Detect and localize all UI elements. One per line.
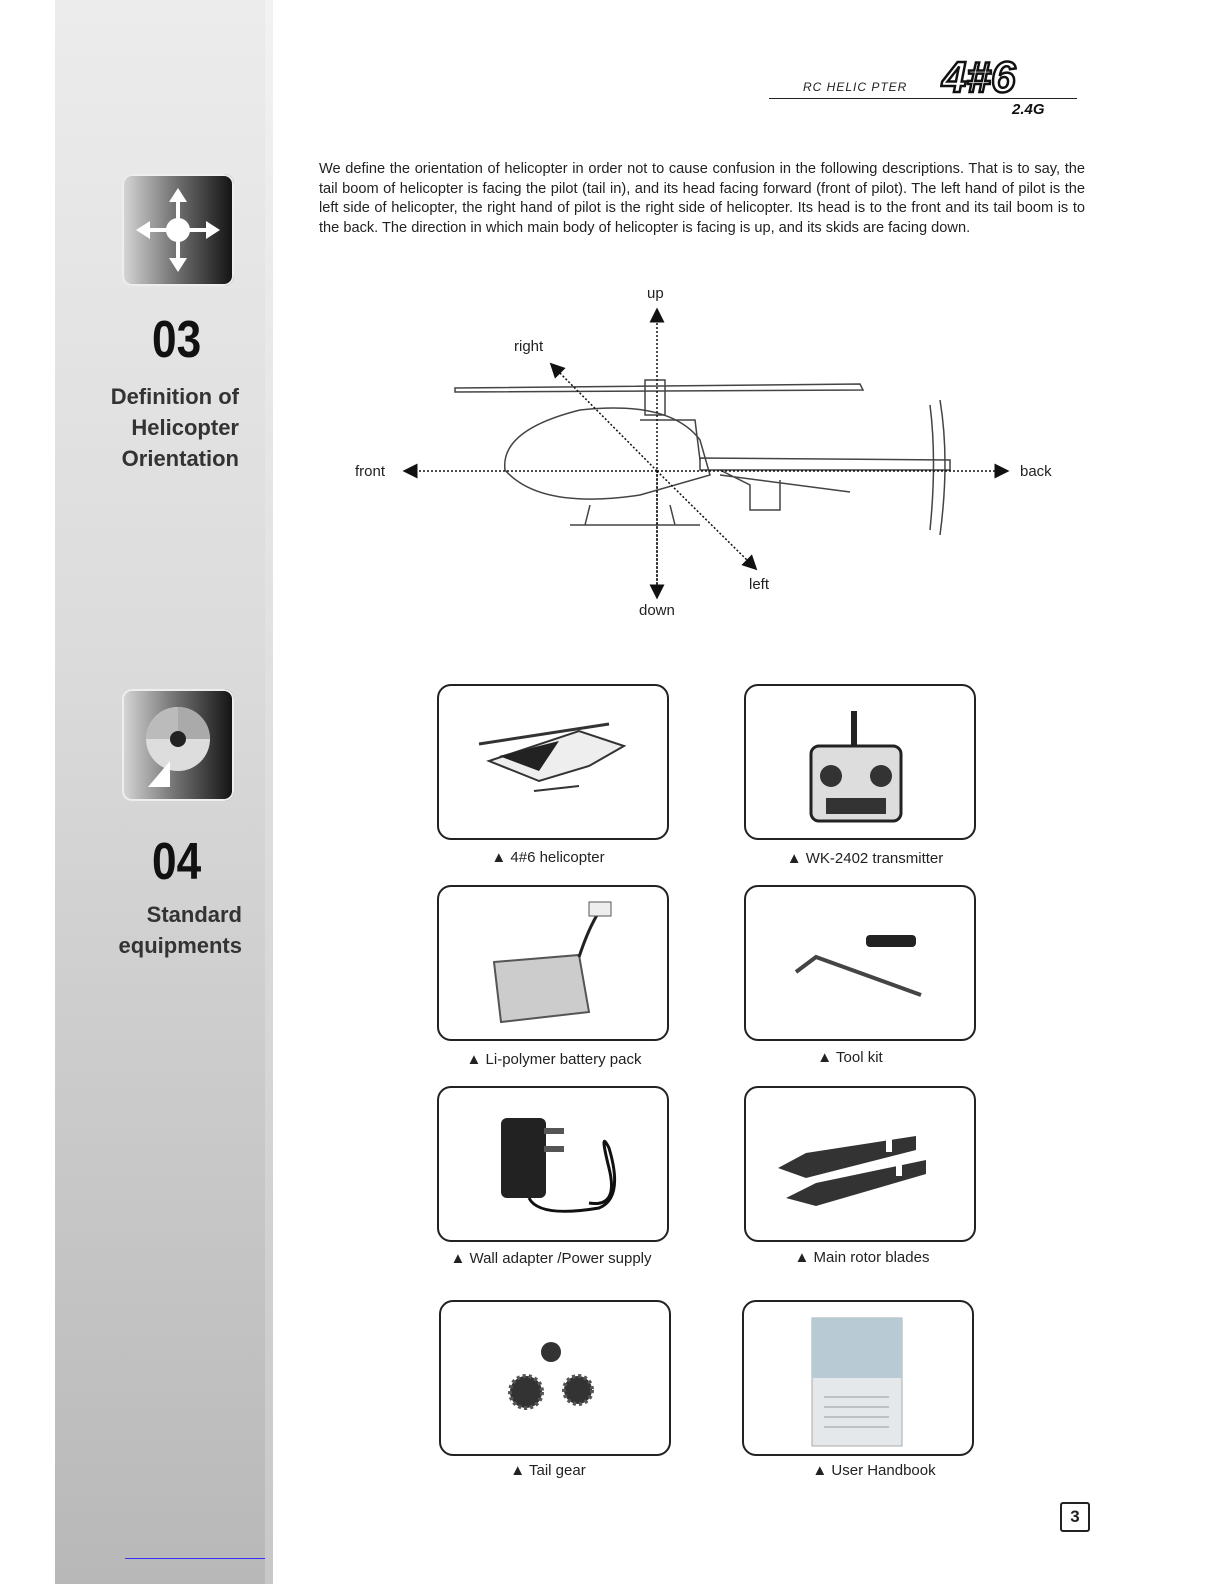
svg-text:2.4G: 2.4G [1012, 101, 1045, 118]
section-title [111, 381, 239, 474]
rotor-blades-image [744, 1086, 976, 1242]
equipment-caption: ▲ Tool kit [817, 1049, 883, 1066]
equipment-caption: ▲ WK-2402 transmitter [786, 850, 944, 867]
tail-gear-image [439, 1300, 671, 1456]
transmitter-image [744, 684, 976, 840]
disc-icon [122, 689, 234, 801]
equipment-caption: ▲ Li-polymer battery pack [466, 1051, 642, 1068]
label-right: right [514, 338, 544, 355]
section-title [119, 899, 242, 961]
brand-logo [940, 52, 1080, 123]
equipment-caption: ▲ User Handbook [812, 1462, 936, 1479]
label-left: left [749, 576, 770, 593]
svg-text:4#6: 4#6 [942, 53, 1016, 102]
helicopter-drawing [455, 380, 950, 535]
title-line: Orientation [121, 446, 239, 471]
label-back: back [1020, 463, 1052, 480]
section-number: 04 [152, 833, 202, 891]
title-line: Helicopter [131, 415, 239, 440]
page-number: 3 [1060, 1502, 1090, 1532]
header-text: RC HELIC PTER [803, 80, 908, 94]
link-underline[interactable] [125, 1558, 265, 1559]
orientation-arrows-icon [122, 174, 234, 286]
battery-image [437, 885, 669, 1041]
equipment-caption: ▲ 4#6 helicopter [491, 849, 605, 866]
equipment-caption: ▲ Wall adapter /Power supply [450, 1250, 652, 1267]
title-line: Standard [146, 902, 242, 927]
orientation-diagram [340, 280, 1060, 620]
label-up: up [647, 285, 664, 302]
title-line: equipments [118, 933, 242, 958]
intro-paragraph: We define the orientation of helicopter in order not to cause confusion in the following descriptions. That is to say, the tail boom of helicopter is facing the pilot (tail in), and its head facing forward (front of pilot). The left hand of pilot is the left side of helicopter, the right hand of pilot is the right side of helicopter. Its head is to the front and its tail boom is to the back. The direction in which main body of helicopter is facing is up, and its skids are facing down. [319, 161, 1085, 236]
equipment-caption: ▲ Main rotor blades [794, 1249, 930, 1266]
equipment-caption: ▲ Tail gear [510, 1462, 586, 1479]
section-number: 03 [152, 311, 202, 369]
user-handbook-image [742, 1300, 974, 1456]
wall-adapter-image [437, 1086, 669, 1242]
title-line: Definition of [110, 384, 239, 409]
label-front: front [355, 463, 386, 480]
helicopter-image [437, 684, 669, 840]
label-down: down [639, 602, 675, 619]
sidebar-edge [265, 0, 273, 1584]
tool-kit-image [744, 885, 976, 1041]
